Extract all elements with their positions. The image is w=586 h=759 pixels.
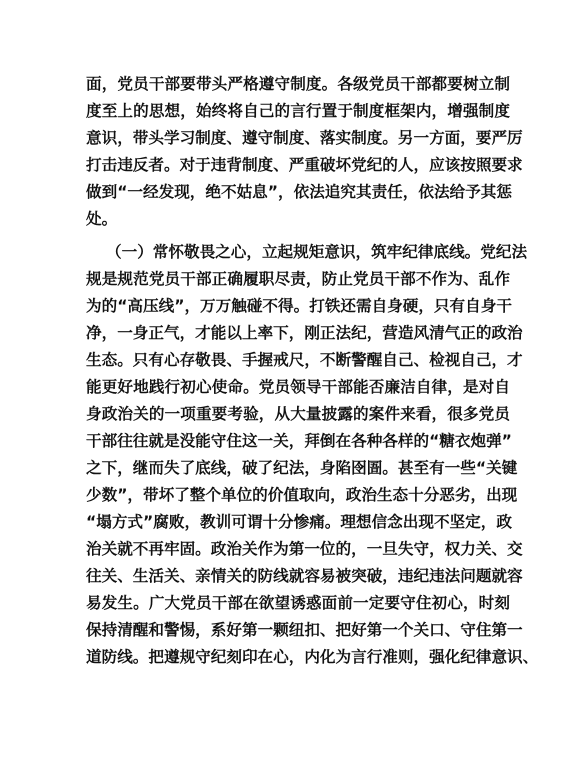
- text-line: 为的“高压线”，万万触碰不得。打铁还需自身硬，只有自身干: [86, 297, 512, 315]
- text-line: 规是规范党员干部正确履职尽责，防止党员干部不作为、乱作: [86, 270, 510, 288]
- text-line: “塌方式”腐败，教训可谓十分惨痛。理想信念出现不坚定，政: [86, 513, 512, 531]
- text-line: 意识，带头学习制度、遵守制度、落实制度。另一方面，要严厉: [86, 129, 523, 147]
- text-line: 保持清醒和警惕，系好第一颗纽扣、把好第一个关口、守住第一: [86, 621, 523, 639]
- text-line: 能更好地践行初心使命。党员领导干部能否廉洁自律，是对自: [86, 378, 510, 396]
- text-line: 面，党员干部要带头严格遵守制度。各级党员干部都要树立制: [86, 75, 510, 93]
- text-line: 身政治关的一项重要考验，从大量披露的案件来看，很多党员: [86, 405, 510, 423]
- text-line: 生态。只有心存敬畏、手握戒尺，不断警醒自己、检视自己，才: [86, 351, 523, 369]
- section-heading-line: （一）常怀敬畏之心，立起规矩意识，筑牢纪律底线。党纪法: [106, 243, 528, 261]
- text-line: 治关就不再牢固。政治关作为第一位的，一旦失守，权力关、交: [86, 540, 523, 558]
- text-line: 净，一身正气，才能以上率下，刚正法纪，营造风清气正的政治: [86, 324, 523, 342]
- text-line: 易发生。广大党员干部在欲望诱惑面前一定要守住初心，时刻: [86, 594, 510, 612]
- paragraph-section-one: [86, 239, 539, 671]
- text-line: 少数”，带坏了整个单位的价值取向，政治生态十分恶劣，出现: [86, 486, 518, 504]
- text-line: 干部往往就是没能守住这一关，拜倒在各种各样的“糖衣炮弹”: [86, 432, 512, 450]
- paragraph-continuation: [86, 71, 523, 233]
- text-line: 度至上的思想，始终将自己的言行置于制度框架内，增强制度: [86, 102, 510, 120]
- text-line: 道防线。把遵规守纪刻印在心，内化为言行准则，强化纪律意识、: [86, 648, 539, 666]
- document-body: [86, 71, 539, 671]
- text-line: 之下，继而失了底线，破了纪法，身陷囹圄。甚至有一些“关键: [86, 459, 518, 477]
- text-line: 处。: [86, 210, 118, 228]
- text-line: 做到“一经发现，绝不姑息”，依法追究其责任，依法给予其惩: [86, 183, 512, 201]
- text-line: 往关、生活关、亲情关的防线就容易被突破，违纪违法问题就容: [86, 567, 523, 585]
- text-line: 打击违反者。对于违背制度、严重破坏党纪的人，应该按照要求: [86, 156, 523, 174]
